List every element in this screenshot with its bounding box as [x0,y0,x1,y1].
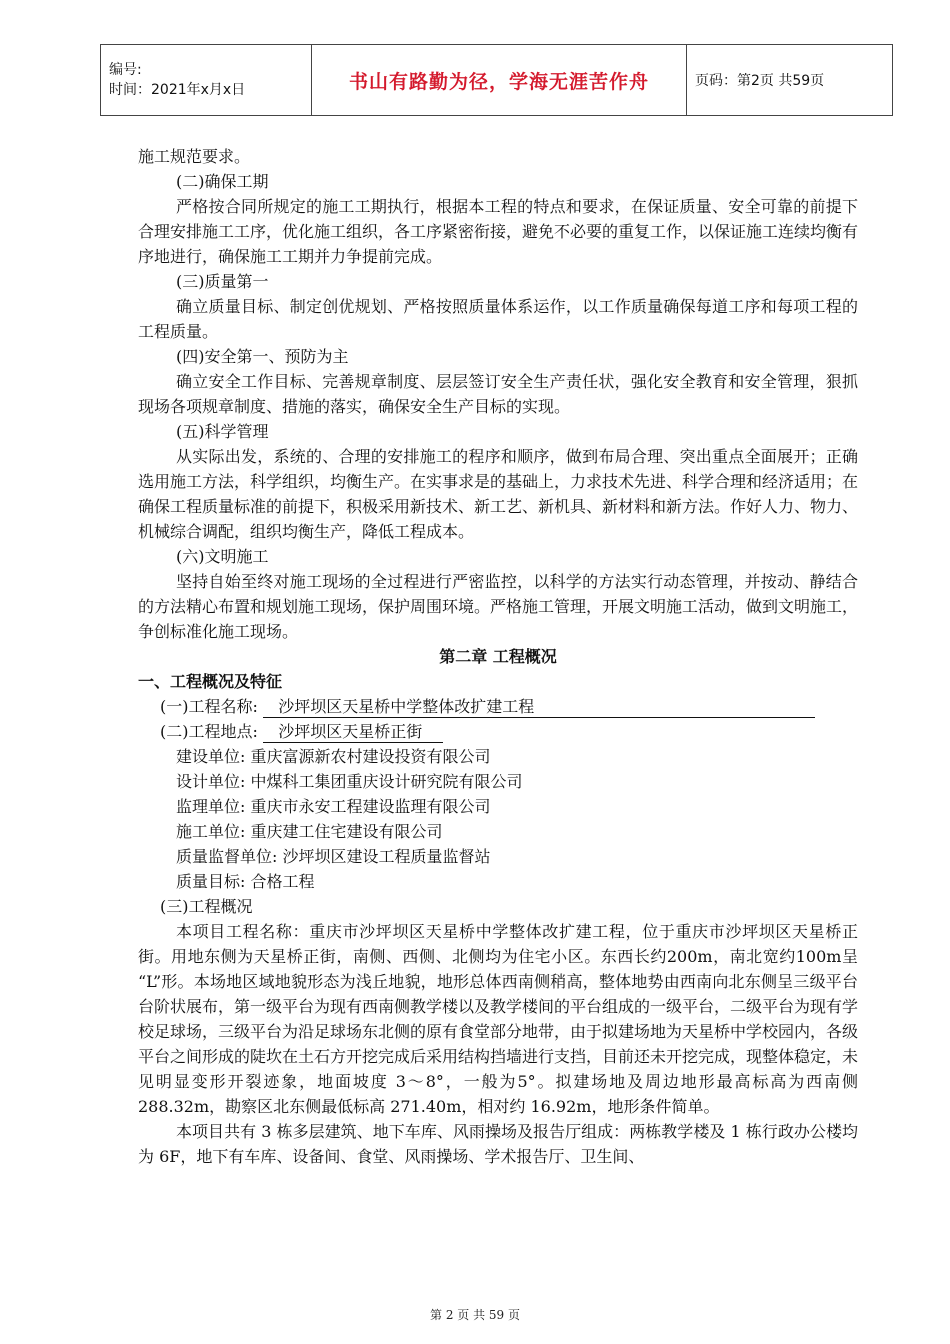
heading-management: (五)科学管理 [176,422,269,441]
document-number-label: 编号: [109,62,142,78]
heading-overview: (三)工程概况 [160,897,253,916]
document-body [138,144,858,1169]
page-footer: 第 2 页 共 59 页 [430,1308,520,1322]
project-name-label: (一)工程名称: [160,697,258,716]
paragraph-civilized: 坚持自始至终对施工现场的全过程进行严密监控，以科学的方法实行动态管理，并按动、静结合的方法精心布置和规划施工现场，保护周围环境。严格施工管理，开展文明施工活动，做到文明施工，争创标准化施工现场。 [138,572,859,641]
heading-civilized: (六)文明施工 [176,547,269,566]
header-page-info: 页码：第2页 共59页 [687,45,893,116]
paragraph-safety: 确立安全工作目标、完善规章制度、层层签订安全生产责任状，强化安全教育和安全管理，狠抓现场各项规章制度、措施的落实，确保安全生产目标的实现。 [138,372,858,416]
project-contractor: 施工单位: 重庆建工住宅建设有限公司 [176,822,443,841]
project-name-text: 沙坪坝区天星桥中学整体改扩建工程 [278,697,535,716]
project-quality-target: 质量目标: 合格工程 [176,872,315,891]
heading-schedule: (二)确保工期 [176,172,269,191]
project-site-row [138,719,858,744]
heading-safety: (四)安全第一、预防为主 [176,347,349,366]
chapter-title: 第二章 工程概况 [439,647,557,666]
paragraph-quality: 确立质量目标、制定创优规划、严格按照质量体系运作，以工作质量确保每道工序和每项工程的工程质量。 [138,297,858,341]
page-header [100,44,893,116]
paragraph-overview-1: 本项目工程名称：重庆市沙坪坝区天星桥中学整体改扩建工程，位于重庆市沙坪坝区天星桥正街。用地东侧为天星桥正街，南侧、西侧、北侧均为住宅小区。东西长约200m，南北宽约100m呈 “L”形。本场地区域地貌形态为浅丘地貌，地形总体西南侧稍高，整体地势由西南向北东侧呈三级平台台阶状展布，第一级平台为现有西南侧教学楼以及教学楼间的平台组成的一级平台，二级平台为现有学校足球场，三级平台为沿足球场东北侧的原有食堂部分地带，由于拟建场地为天星桥中学校园内，各级平台之间形成的陡坎在土石方开挖完成后采用结构挡墙进行支挡，目前还未开挖完成，现整体稳定，未见明显变形开裂迹象，地面坡度 3～8°，一般为5°。拟建场地及周边地形最高标高为西南侧 288.32m，勘察区北东侧最低标高 271.40m，相对约 16.92m，地形条件简单。 [138,922,859,1116]
project-site-value [263,722,443,743]
project-name-value [263,697,815,718]
project-designer: 设计单位: 中煤科工集团重庆设计研究院有限公司 [176,772,523,791]
heading-quality: (三)质量第一 [176,272,269,291]
project-supervisor: 监理单位: 重庆市永安工程建设监理有限公司 [176,797,491,816]
paragraph-schedule: 严格按合同所规定的施工工期执行，根据本工程的特点和要求，在保证质量、安全可靠的前提下合理安排施工工序，优化施工组织，各工序紧密衔接，避免不必要的重复工作，以保证施工连续均衡有序地进行，确保施工工期并力争提前完成。 [138,197,859,266]
header-motto: 书山有路勤为径，学海无涯苦作舟 [312,45,687,116]
project-name-row [138,694,858,719]
paragraph-management: 从实际出发，系统的、合理的安排施工的程序和顺序，做到布局合理、突出重点全面展开；正确选用施工方法，科学组织，均衡生产。在实事求是的基础上，力求技术先进、科学合理和经济适用；在确保工程质量标准的前提下，积极采用新技术、新工艺、新机具、新材料和新方法。作好人力、物力、机械综合调配，组织均衡生产，降低工程成本。 [138,447,859,541]
document-date: 时间：2021年x月x日 [109,82,246,98]
project-quality-station: 质量监督单位: 沙坪坝区建设工程质量监督站 [176,847,491,866]
project-site-label: (二)工程地点: [160,722,258,741]
section-title: 一、工程概况及特征 [138,672,283,691]
paragraph-continuation: 施工规范要求。 [138,147,251,166]
paragraph-overview-2: 本项目共有 3 栋多层建筑、地下车库、风雨操场及报告厅组成：两栋教学楼及 1 栋行政办公楼均为 6F，地下有车库、设备间、食堂、风雨操场、学术报告厅、卫生间、 [138,1122,858,1166]
project-site-text: 沙坪坝区天星桥正街 [278,722,423,741]
project-owner: 建设单位: 重庆富源新农村建设投资有限公司 [176,747,491,766]
header-meta [101,45,312,116]
